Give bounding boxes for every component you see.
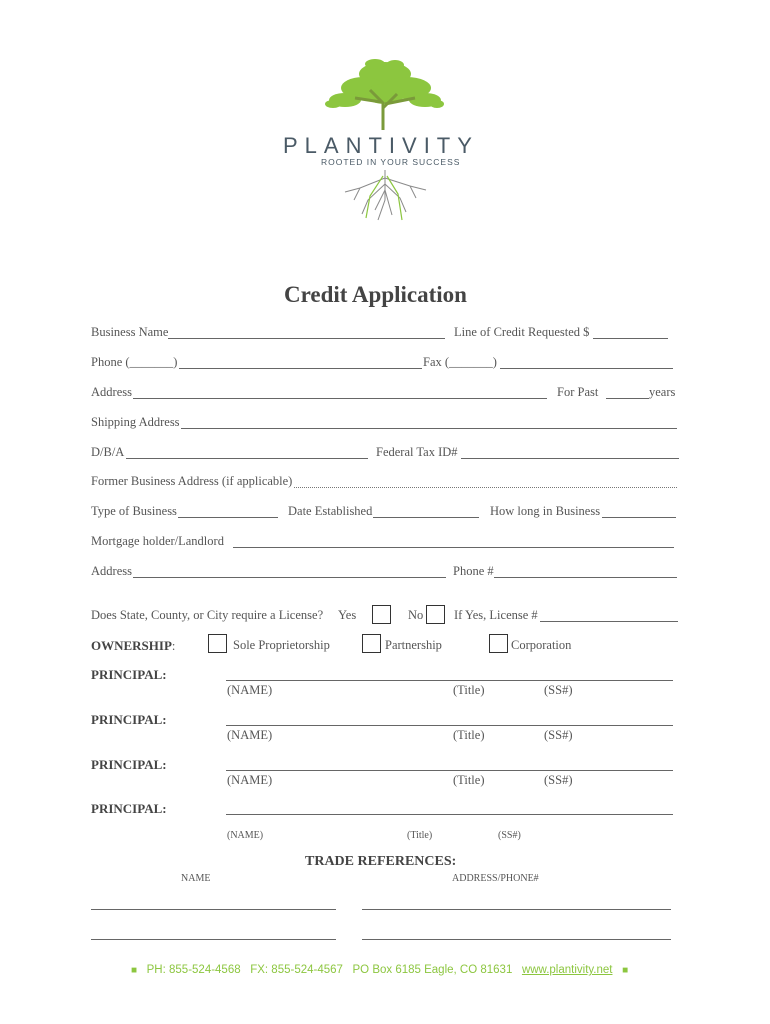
former-address-label: Former Business Address (if applicable) bbox=[91, 474, 293, 488]
address-label: Address bbox=[91, 385, 132, 399]
footer-phone: PH: 855-524-4568 bbox=[146, 964, 241, 976]
fax-label: Fax (_______) bbox=[423, 355, 497, 369]
license-if-yes-label: If Yes, License # bbox=[454, 608, 538, 622]
business-name-field[interactable] bbox=[168, 338, 445, 339]
how-long-label: How long in Business bbox=[490, 504, 601, 518]
principal-4-title: (Title) bbox=[407, 830, 433, 841]
years-label: years bbox=[649, 385, 676, 399]
footer bbox=[131, 964, 628, 976]
license-question: Does State, County, or City require a License? bbox=[91, 608, 324, 622]
trade-address-column: ADDRESS/PHONE# bbox=[452, 873, 539, 884]
how-long-field[interactable] bbox=[602, 517, 676, 518]
line-of-credit-label: Line of Credit Requested $ bbox=[454, 325, 590, 339]
principal-2-label: PRINCIPAL: bbox=[91, 712, 167, 727]
date-established-field[interactable] bbox=[373, 517, 479, 518]
trade-ref-1-address-field[interactable] bbox=[362, 909, 671, 910]
mortgage-label: Mortgage holder/Landlord bbox=[91, 534, 224, 548]
phone-num-field[interactable] bbox=[494, 577, 677, 578]
address2-label: Address bbox=[91, 564, 132, 578]
date-established-label: Date Established bbox=[288, 504, 373, 518]
principal-3-field[interactable] bbox=[226, 770, 673, 771]
corporation-checkbox[interactable] bbox=[489, 634, 508, 653]
footer-website-link[interactable]: www.plantivity.net bbox=[521, 964, 613, 976]
principal-1-title: (Title) bbox=[453, 683, 485, 697]
ownership-text: OWNERSHIP bbox=[91, 638, 172, 653]
corporation-label: Corporation bbox=[511, 638, 572, 652]
principal-2-title: (Title) bbox=[453, 728, 485, 742]
address-field[interactable] bbox=[133, 398, 547, 399]
page-title: Credit Application bbox=[284, 282, 467, 307]
license-number-field[interactable] bbox=[540, 621, 678, 622]
partnership-checkbox[interactable] bbox=[362, 634, 381, 653]
principal-3-label: PRINCIPAL: bbox=[91, 757, 167, 772]
sole-proprietorship-label: Sole Proprietorship bbox=[233, 638, 330, 652]
ownership-label bbox=[91, 638, 175, 654]
principal-3-name: (NAME) bbox=[227, 773, 273, 787]
principal-4-label: PRINCIPAL: bbox=[91, 801, 167, 816]
principal-1-label: PRINCIPAL: bbox=[91, 667, 167, 682]
line-of-credit-field[interactable] bbox=[593, 338, 668, 339]
ownership-colon: : bbox=[171, 639, 176, 653]
license-yes-label: Yes bbox=[338, 608, 357, 622]
principal-1-name: (NAME) bbox=[227, 683, 273, 697]
former-address-field[interactable] bbox=[294, 487, 677, 488]
shipping-address-label: Shipping Address bbox=[91, 415, 180, 429]
license-no-label: No bbox=[408, 608, 424, 622]
dba-field[interactable] bbox=[126, 458, 368, 459]
federal-tax-label: Federal Tax ID# bbox=[376, 445, 458, 459]
principal-2-ss: (SS#) bbox=[544, 728, 573, 742]
business-name-label: Business Name bbox=[91, 325, 169, 339]
footer-address: PO Box 6185 Eagle, CO 81631 bbox=[352, 964, 513, 976]
sole-proprietorship-checkbox[interactable] bbox=[208, 634, 227, 653]
federal-tax-field[interactable] bbox=[461, 458, 679, 459]
principal-2-name: (NAME) bbox=[227, 728, 273, 742]
partnership-label: Partnership bbox=[385, 638, 442, 652]
type-of-business-field[interactable] bbox=[178, 517, 278, 518]
principal-4-field[interactable] bbox=[226, 814, 673, 815]
trade-ref-1-name-field[interactable] bbox=[91, 909, 336, 910]
trade-ref-2-address-field[interactable] bbox=[362, 939, 671, 940]
trade-name-column: NAME bbox=[181, 873, 211, 884]
license-no-checkbox[interactable] bbox=[426, 605, 445, 624]
roots-graphic bbox=[340, 170, 430, 225]
principal-1-field[interactable] bbox=[226, 680, 673, 681]
phone-label: Phone (_______) bbox=[91, 355, 178, 369]
principal-3-title: (Title) bbox=[453, 773, 485, 787]
trade-references-heading: TRADE REFERENCES: bbox=[305, 854, 457, 869]
principal-4-name: (NAME) bbox=[227, 830, 264, 841]
license-yes-checkbox[interactable] bbox=[372, 605, 391, 624]
type-of-business-label: Type of Business bbox=[91, 504, 177, 518]
for-past-label: For Past bbox=[557, 385, 599, 399]
principal-1-ss: (SS#) bbox=[544, 683, 573, 697]
shipping-address-field[interactable] bbox=[181, 428, 677, 429]
address2-field[interactable] bbox=[133, 577, 446, 578]
for-past-field[interactable] bbox=[606, 398, 649, 399]
logo-tagline: ROOTED IN YOUR SUCCESS bbox=[321, 157, 461, 167]
footer-bullet-left: ■ bbox=[131, 965, 138, 976]
dba-label: D/B/A bbox=[91, 445, 125, 459]
principal-3-ss: (SS#) bbox=[544, 773, 573, 787]
logo-name: PLANTIVITY bbox=[283, 133, 479, 158]
mortgage-field[interactable] bbox=[233, 547, 674, 548]
footer-fax: FX: 855-524-4567 bbox=[250, 964, 343, 976]
footer-bullet-right: ■ bbox=[622, 965, 629, 976]
trade-ref-2-name-field[interactable] bbox=[91, 939, 336, 940]
principal-2-field[interactable] bbox=[226, 725, 673, 726]
plantivity-tree-logo bbox=[325, 58, 445, 133]
fax-field[interactable] bbox=[500, 368, 673, 369]
principal-4-ss: (SS#) bbox=[498, 830, 521, 841]
phone-field[interactable] bbox=[179, 368, 422, 369]
phone-num-label: Phone # bbox=[453, 564, 494, 578]
